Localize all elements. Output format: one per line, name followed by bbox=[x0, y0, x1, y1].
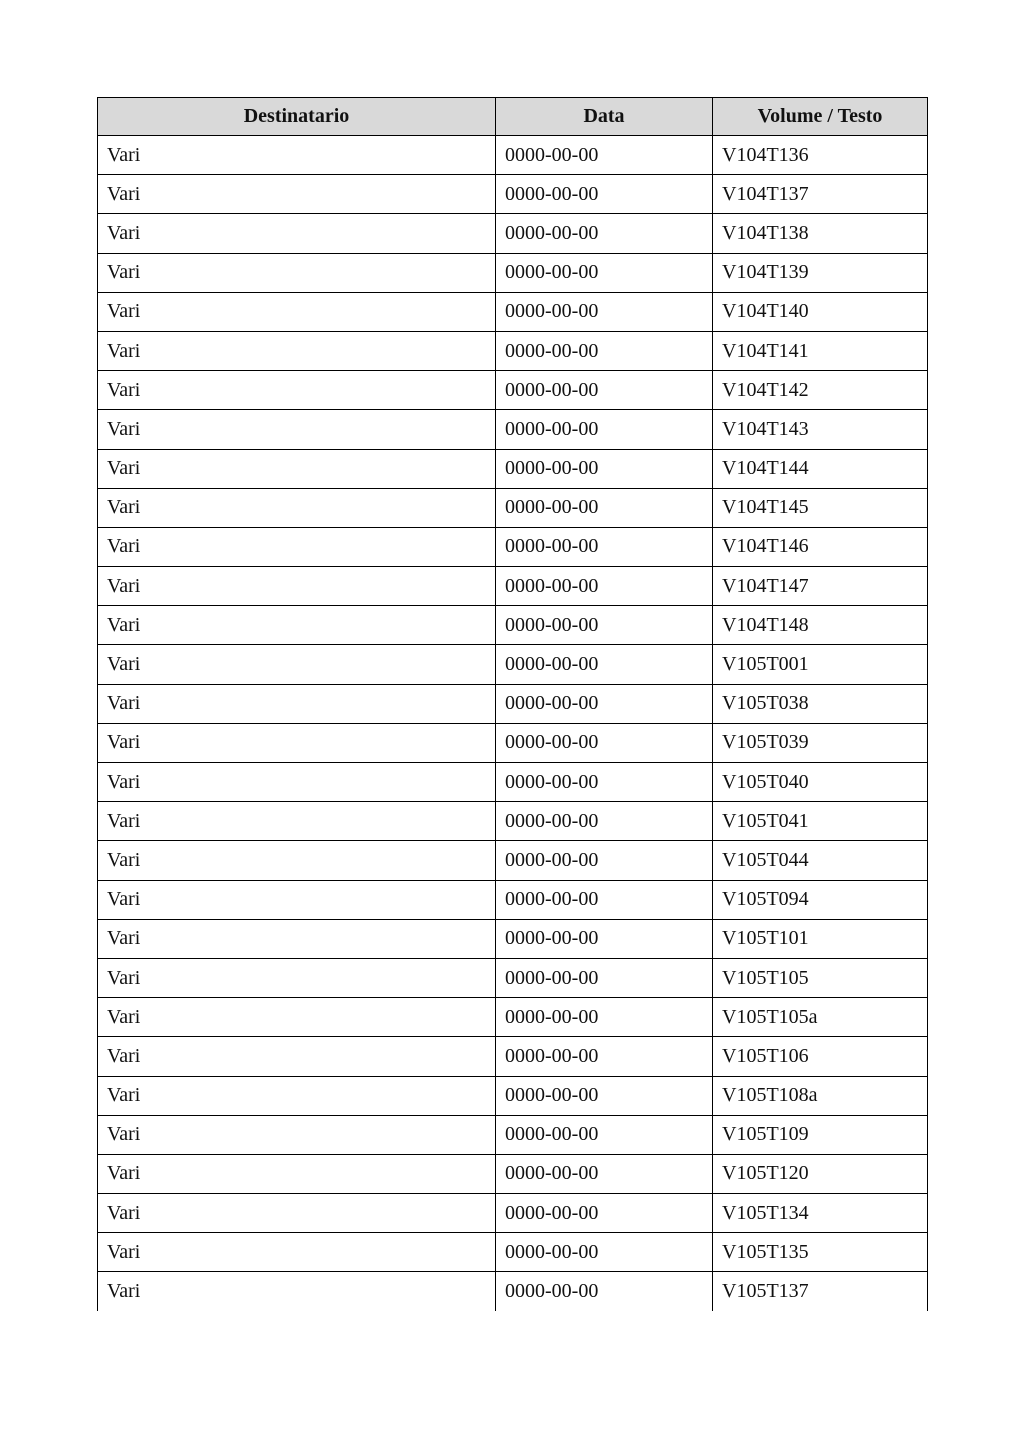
cell-data: 0000-00-00 bbox=[496, 998, 713, 1037]
cell-destinatario: Vari bbox=[98, 527, 496, 566]
cell-data: 0000-00-00 bbox=[496, 1194, 713, 1233]
cell-data: 0000-00-00 bbox=[496, 919, 713, 958]
cell-destinatario: Vari bbox=[98, 1154, 496, 1193]
table-row bbox=[98, 763, 928, 802]
cell-destinatario: Vari bbox=[98, 841, 496, 880]
cell-destinatario: Vari bbox=[98, 567, 496, 606]
cell-volume-testo: V105T106 bbox=[713, 1037, 928, 1076]
cell-data: 0000-00-00 bbox=[496, 684, 713, 723]
cell-data: 0000-00-00 bbox=[496, 371, 713, 410]
cell-volume-testo: V105T039 bbox=[713, 723, 928, 762]
table-row bbox=[98, 723, 928, 762]
cell-volume-testo: V105T101 bbox=[713, 919, 928, 958]
header-volume-testo: Volume / Testo bbox=[713, 98, 928, 136]
cell-volume-testo: V105T044 bbox=[713, 841, 928, 880]
table-row bbox=[98, 684, 928, 723]
cell-destinatario: Vari bbox=[98, 136, 496, 175]
cell-destinatario: Vari bbox=[98, 1233, 496, 1272]
cell-data: 0000-00-00 bbox=[496, 567, 713, 606]
table-row bbox=[98, 1037, 928, 1076]
table-row bbox=[98, 998, 928, 1037]
records-table bbox=[97, 97, 928, 1311]
cell-destinatario: Vari bbox=[98, 606, 496, 645]
cell-volume-testo: V105T001 bbox=[713, 645, 928, 684]
cell-destinatario: Vari bbox=[98, 449, 496, 488]
cell-volume-testo: V105T094 bbox=[713, 880, 928, 919]
cell-volume-testo: V105T108a bbox=[713, 1076, 928, 1115]
cell-volume-testo: V104T138 bbox=[713, 214, 928, 253]
cell-volume-testo: V104T141 bbox=[713, 331, 928, 370]
cell-data: 0000-00-00 bbox=[496, 880, 713, 919]
cell-destinatario: Vari bbox=[98, 958, 496, 997]
table-row bbox=[98, 1076, 928, 1115]
cell-destinatario: Vari bbox=[98, 292, 496, 331]
cell-data: 0000-00-00 bbox=[496, 1037, 713, 1076]
table-row bbox=[98, 1154, 928, 1193]
cell-data: 0000-00-00 bbox=[496, 214, 713, 253]
cell-volume-testo: V104T145 bbox=[713, 488, 928, 527]
cell-destinatario: Vari bbox=[98, 880, 496, 919]
cell-data: 0000-00-00 bbox=[496, 802, 713, 841]
table-row bbox=[98, 1115, 928, 1154]
cell-volume-testo: V105T135 bbox=[713, 1233, 928, 1272]
table-row bbox=[98, 606, 928, 645]
cell-destinatario: Vari bbox=[98, 998, 496, 1037]
cell-volume-testo: V105T120 bbox=[713, 1154, 928, 1193]
cell-volume-testo: V104T142 bbox=[713, 371, 928, 410]
cell-destinatario: Vari bbox=[98, 684, 496, 723]
cell-volume-testo: V105T137 bbox=[713, 1272, 928, 1311]
table-row bbox=[98, 371, 928, 410]
cell-destinatario: Vari bbox=[98, 1076, 496, 1115]
table-row bbox=[98, 253, 928, 292]
table-row bbox=[98, 331, 928, 370]
table-row bbox=[98, 410, 928, 449]
cell-data: 0000-00-00 bbox=[496, 1154, 713, 1193]
table-row bbox=[98, 527, 928, 566]
table-row bbox=[98, 488, 928, 527]
cell-data: 0000-00-00 bbox=[496, 1115, 713, 1154]
cell-data: 0000-00-00 bbox=[496, 253, 713, 292]
cell-destinatario: Vari bbox=[98, 214, 496, 253]
table-row bbox=[98, 1233, 928, 1272]
cell-data: 0000-00-00 bbox=[496, 723, 713, 762]
cell-destinatario: Vari bbox=[98, 175, 496, 214]
cell-destinatario: Vari bbox=[98, 1272, 496, 1311]
cell-destinatario: Vari bbox=[98, 371, 496, 410]
cell-destinatario: Vari bbox=[98, 645, 496, 684]
table-row bbox=[98, 449, 928, 488]
header-destinatario: Destinatario bbox=[98, 98, 496, 136]
cell-destinatario: Vari bbox=[98, 410, 496, 449]
header-data: Data bbox=[496, 98, 713, 136]
cell-destinatario: Vari bbox=[98, 331, 496, 370]
table-row bbox=[98, 958, 928, 997]
cell-destinatario: Vari bbox=[98, 488, 496, 527]
cell-data: 0000-00-00 bbox=[496, 645, 713, 684]
cell-destinatario: Vari bbox=[98, 763, 496, 802]
table-body bbox=[98, 136, 928, 1312]
cell-volume-testo: V104T139 bbox=[713, 253, 928, 292]
cell-volume-testo: V104T148 bbox=[713, 606, 928, 645]
cell-volume-testo: V105T109 bbox=[713, 1115, 928, 1154]
cell-volume-testo: V104T144 bbox=[713, 449, 928, 488]
cell-volume-testo: V105T105 bbox=[713, 958, 928, 997]
cell-data: 0000-00-00 bbox=[496, 331, 713, 370]
cell-data: 0000-00-00 bbox=[496, 1233, 713, 1272]
cell-volume-testo: V104T143 bbox=[713, 410, 928, 449]
table-row bbox=[98, 567, 928, 606]
table-row bbox=[98, 645, 928, 684]
cell-volume-testo: V105T041 bbox=[713, 802, 928, 841]
cell-volume-testo: V105T038 bbox=[713, 684, 928, 723]
cell-data: 0000-00-00 bbox=[496, 449, 713, 488]
cell-data: 0000-00-00 bbox=[496, 958, 713, 997]
cell-destinatario: Vari bbox=[98, 919, 496, 958]
table-row bbox=[98, 919, 928, 958]
cell-volume-testo: V105T134 bbox=[713, 1194, 928, 1233]
table-row bbox=[98, 214, 928, 253]
cell-destinatario: Vari bbox=[98, 253, 496, 292]
cell-volume-testo: V104T147 bbox=[713, 567, 928, 606]
table-row bbox=[98, 175, 928, 214]
cell-data: 0000-00-00 bbox=[496, 136, 713, 175]
cell-data: 0000-00-00 bbox=[496, 175, 713, 214]
cell-volume-testo: V104T146 bbox=[713, 527, 928, 566]
table-row bbox=[98, 136, 928, 175]
cell-data: 0000-00-00 bbox=[496, 292, 713, 331]
table-row bbox=[98, 292, 928, 331]
cell-destinatario: Vari bbox=[98, 802, 496, 841]
table-row bbox=[98, 802, 928, 841]
cell-destinatario: Vari bbox=[98, 1115, 496, 1154]
table-header-row bbox=[98, 98, 928, 136]
table-row bbox=[98, 841, 928, 880]
cell-data: 0000-00-00 bbox=[496, 841, 713, 880]
table-row bbox=[98, 1272, 928, 1311]
cell-data: 0000-00-00 bbox=[496, 1272, 713, 1311]
cell-data: 0000-00-00 bbox=[496, 606, 713, 645]
cell-destinatario: Vari bbox=[98, 1194, 496, 1233]
cell-destinatario: Vari bbox=[98, 723, 496, 762]
cell-data: 0000-00-00 bbox=[496, 1076, 713, 1115]
cell-volume-testo: V105T105a bbox=[713, 998, 928, 1037]
cell-volume-testo: V104T140 bbox=[713, 292, 928, 331]
cell-volume-testo: V104T137 bbox=[713, 175, 928, 214]
cell-data: 0000-00-00 bbox=[496, 763, 713, 802]
cell-volume-testo: V104T136 bbox=[713, 136, 928, 175]
cell-volume-testo: V105T040 bbox=[713, 763, 928, 802]
table-row bbox=[98, 1194, 928, 1233]
cell-data: 0000-00-00 bbox=[496, 527, 713, 566]
cell-data: 0000-00-00 bbox=[496, 488, 713, 527]
cell-data: 0000-00-00 bbox=[496, 410, 713, 449]
table-row bbox=[98, 880, 928, 919]
cell-destinatario: Vari bbox=[98, 1037, 496, 1076]
